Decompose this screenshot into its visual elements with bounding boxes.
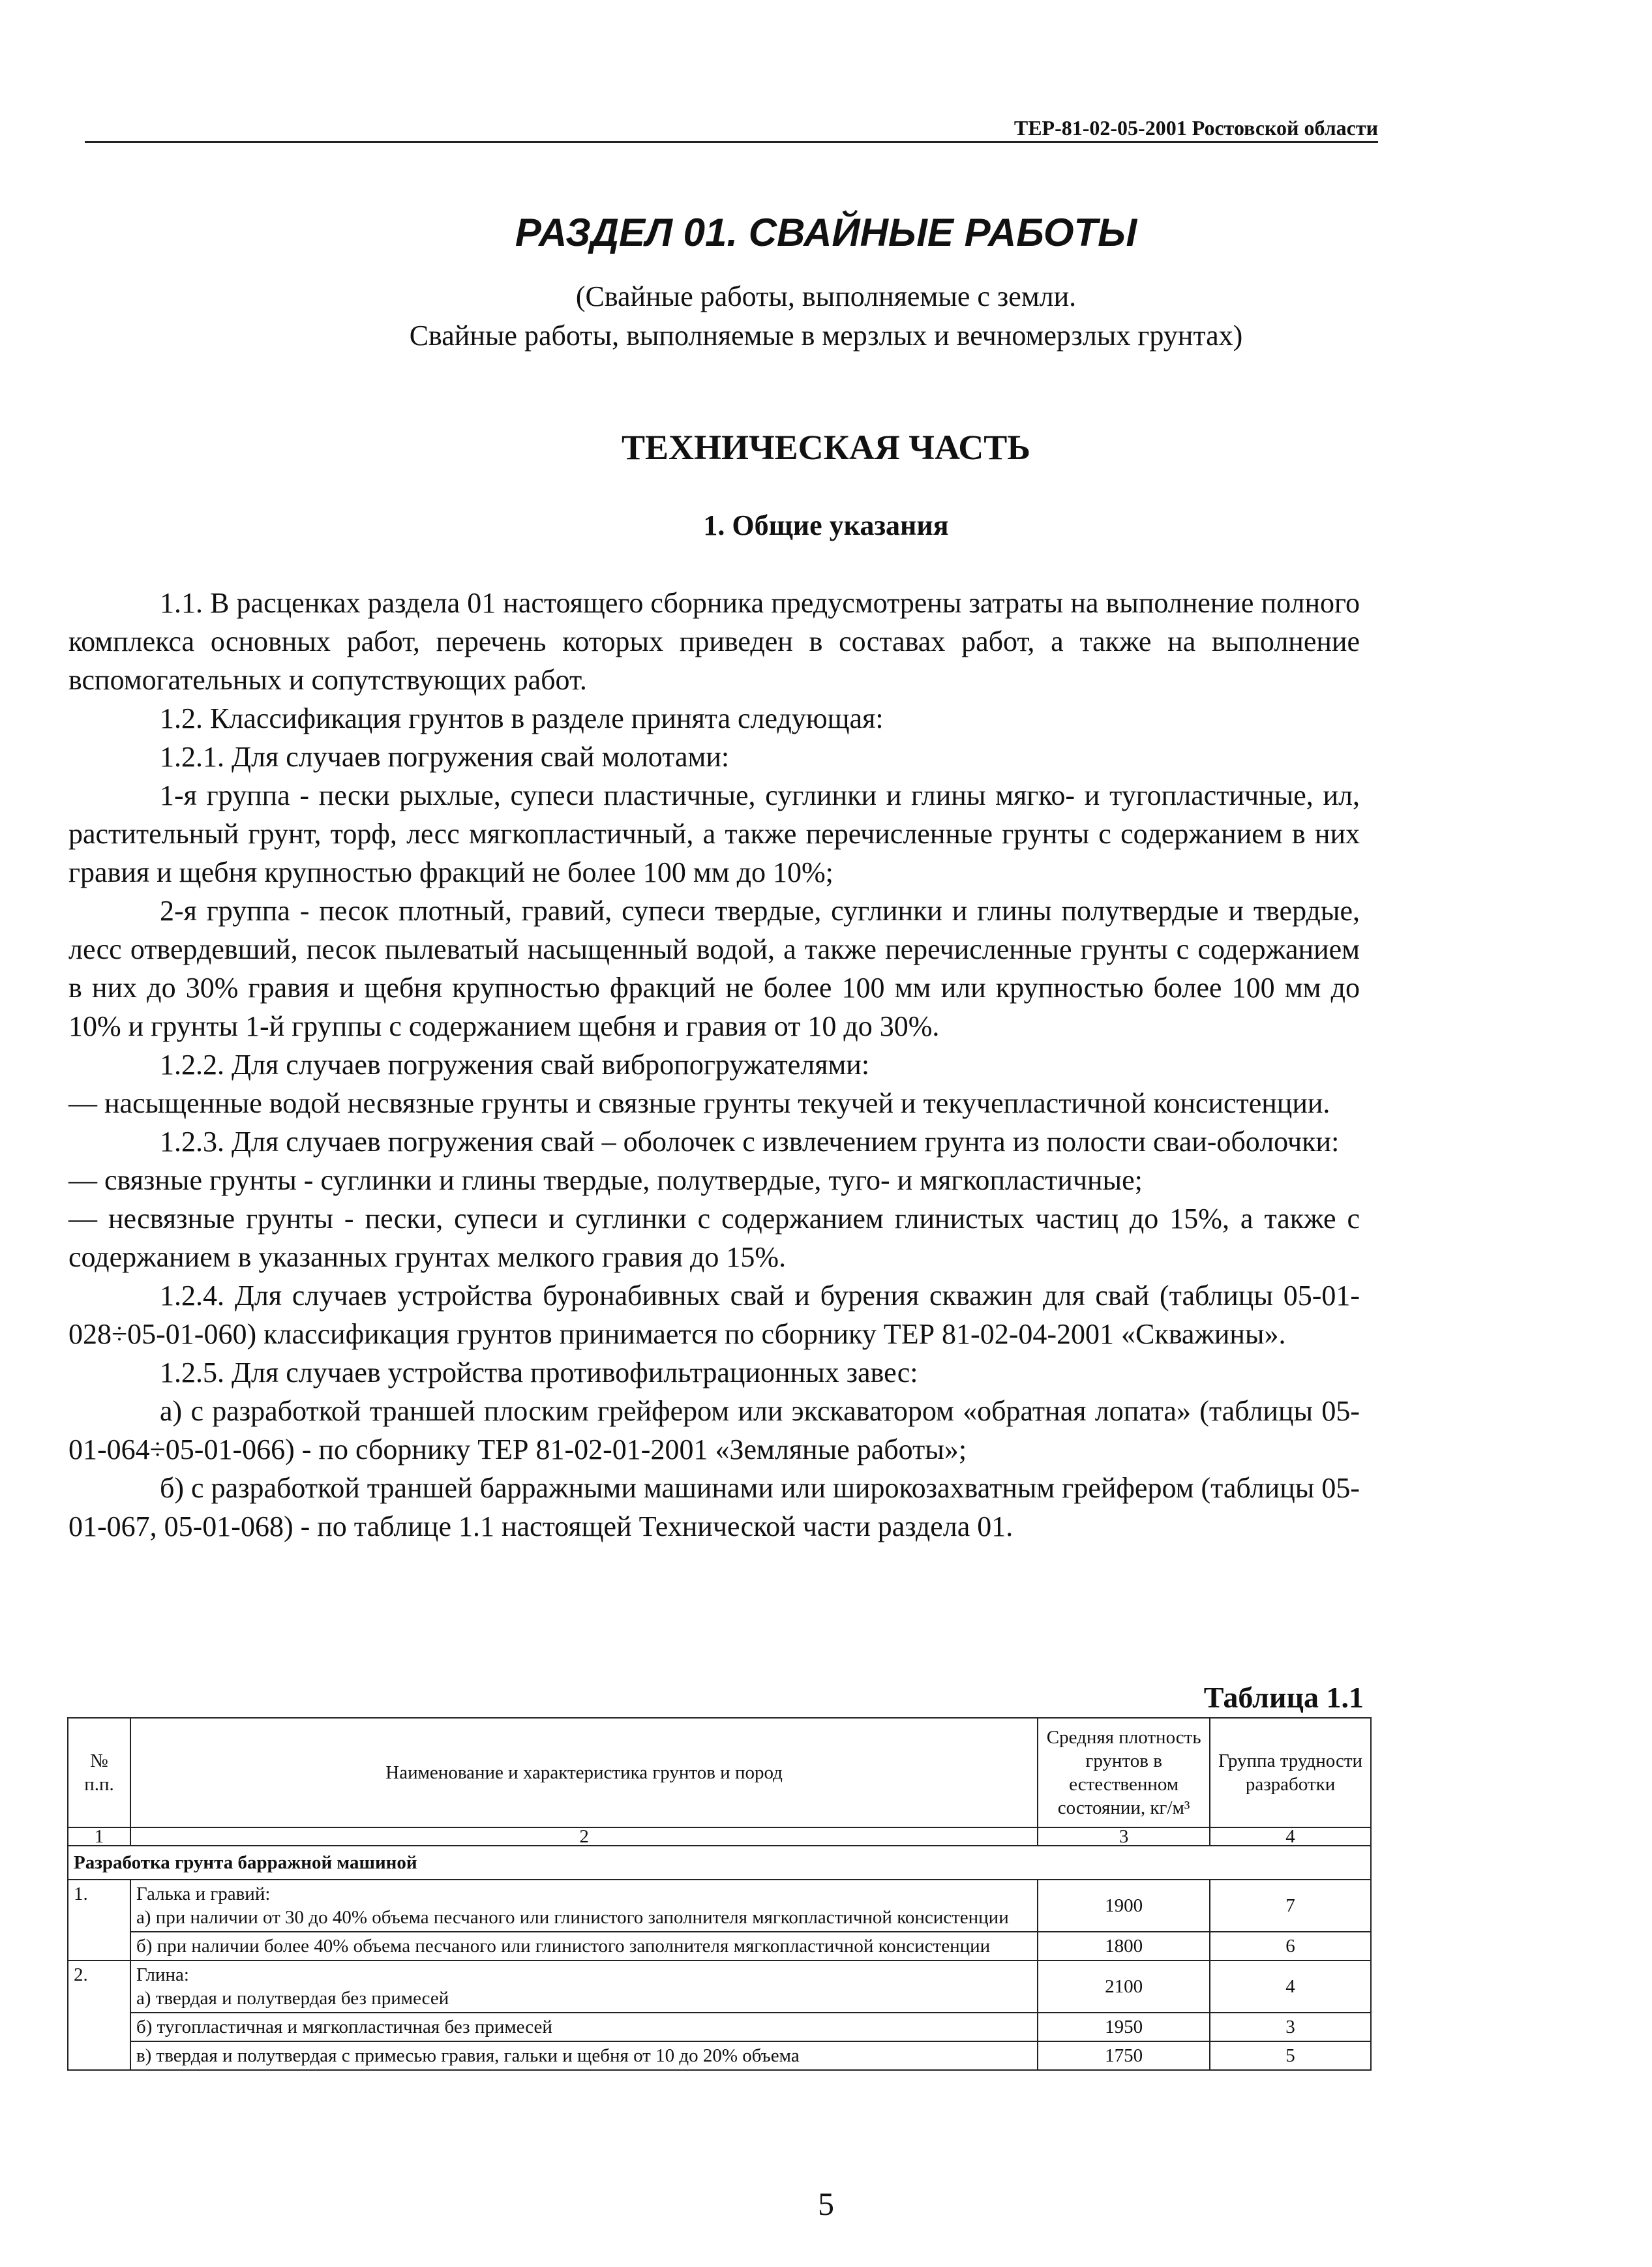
paragraph: — несвязные грунты - пески, супеси и суглинки с содержанием глинистых частиц до 15%, а также с содержанием в указанных грунтах мелкого гравия до 15%.: [68, 1203, 1360, 1273]
section-subtitle-line-2: Свайные работы, выполняемые в мерзлых и вечномерзлых грунтах): [409, 320, 1243, 352]
row-description: б) при наличии более 40% объема песчаного или глинистого заполнителя мягкопластичной консистенции: [130, 1932, 1038, 1960]
heading-general-instructions: 1. Общие указания: [703, 509, 949, 541]
row-description: а) при наличии от 30 до 40% объема песчаного или глинистого заполнителя мягкопластичной консистенции: [136, 1907, 1009, 1928]
row-number: 2.: [68, 1960, 130, 2070]
table-row: [68, 2041, 1371, 2070]
paragraph: 2-я группа - песок плотный, гравий, супеси твердые, суглинки и глины полутвердые и твердые, лесс отвердевший, песок пылеватый насыщенный водой, а также перечисленные грунты с содержанием в них до 30% гравия и щебня крупностью фракций не более 100 мм или крупностью более 100 мм до 10% и грунты 1-й группы с содержанием щебня и гравия от 10 до 30%.: [68, 895, 1360, 1042]
density-cell: 1900: [1038, 1880, 1210, 1932]
row-subheading: Глина:: [136, 1964, 189, 1985]
density-cell: 2100: [1038, 1960, 1210, 2013]
part-title: ТЕХНИЧЕСКАЯ ЧАСТЬ: [622, 428, 1030, 467]
column-number-row: [68, 1827, 1371, 1846]
table-group-row: [68, 1846, 1371, 1880]
running-header: ТЕР-81-02-05-2001 Ростовской области: [85, 115, 1378, 143]
paragraph: 1-я группа - пески рыхлые, супеси пластичные, суглинки и глины мягко- и тугопластичные, ил, растительный грунт, торф, лесс мягкопластичный, а также перечисленные грунты с содержанием в них гравия и щебня крупностью фракций не более 100 мм до 10%;: [68, 779, 1360, 888]
column-number: 1: [68, 1827, 130, 1846]
paragraph: 1.2.4. Для случаев устройства буронабивных свай и бурения скважин для свай (таблицы 05-01-028÷05-01-060) классификация грунтов принимается по сборнику ТЕР 81-02-04-2001 «Скважины».: [68, 1280, 1360, 1350]
table-header-row: [68, 1718, 1371, 1827]
row-subheading: Галька и гравий:: [136, 1884, 271, 1904]
table-row: [68, 1960, 1371, 2013]
row-name: [130, 1880, 1038, 1932]
body-text: [68, 584, 1360, 1546]
row-description: б) тугопластичная и мягкопластичная без примесей: [130, 2013, 1038, 2041]
section-title: РАЗДЕЛ 01. СВАЙНЫЕ РАБОТЫ: [515, 211, 1137, 254]
row-number: 1.: [68, 1880, 130, 1960]
group-cell: 4: [1210, 1960, 1371, 2013]
section-subtitle-line-1: (Свайные работы, выполняемые с земли.: [575, 280, 1077, 312]
header-cell-density: Средняя плотность грунтов в естественном состоянии, кг/м³: [1038, 1718, 1210, 1827]
paragraph: 1.1. В расценках раздела 01 настоящего сборника предусмотрены затраты на выполнение полного комплекса основных работ, перечень которых приведен в составах работ, а также на выполнение вспомогательных и сопутствующих работ.: [68, 587, 1360, 696]
group-cell: 7: [1210, 1880, 1371, 1932]
row-name: [130, 1960, 1038, 2013]
header-cell-group: Группа трудности разработки: [1210, 1718, 1371, 1827]
column-number: 4: [1210, 1827, 1371, 1846]
table-row: [68, 1932, 1371, 1960]
paragraph: 1.2.5. Для случаев устройства противофильтрационных завес:: [160, 1357, 918, 1389]
group-label: Разработка грунта барражной машиной: [68, 1846, 1371, 1880]
header-cell-name: Наименование и характеристика грунтов и пород: [130, 1718, 1038, 1827]
table-caption: Таблица 1.1: [1203, 1681, 1364, 1714]
paragraph: б) с разработкой траншей барражными машинами или широкозахватным грейфером (таблицы 05-01-067, 05-01-068) - по таблице 1.1 настоящей Технической части раздела 01.: [68, 1472, 1360, 1542]
paragraph: 1.2. Классификация грунтов в разделе принята следующая:: [160, 702, 884, 734]
row-description: а) твердая и полутвердая без примесей: [136, 1988, 449, 2009]
density-cell: 1800: [1038, 1932, 1210, 1960]
soil-classification-table: [67, 1717, 1372, 2071]
paragraph: 1.2.3. Для случаев погружения свай – оболочек с извлечением грунта из полости сваи-оболочки:: [160, 1126, 1340, 1158]
column-number: 3: [1038, 1827, 1210, 1846]
group-cell: 3: [1210, 2013, 1371, 2041]
table-row: [68, 1880, 1371, 1932]
density-cell: 1750: [1038, 2041, 1210, 2070]
paragraph: 1.2.2. Для случаев погружения свай вибропогружателями:: [160, 1049, 870, 1081]
page-number: 5: [818, 2185, 834, 2222]
row-description: в) твердая и полутвердая с примесью гравия, гальки и щебня от 10 до 20% объема: [130, 2041, 1038, 2070]
paragraph: — насыщенные водой несвязные грунты и связные грунты текучей и текучепластичной консистенции.: [68, 1087, 1330, 1119]
table-row: [68, 2013, 1371, 2041]
group-cell: 6: [1210, 1932, 1371, 1960]
section-subtitle: [0, 277, 1652, 355]
paragraph: а) с разработкой траншей плоским грейфером или экскаватором «обратная лопата» (таблицы 05-01-064÷05-01-066) - по сборнику ТЕР 81-02-01-2001 «Земляные работы»;: [68, 1395, 1360, 1465]
column-number: 2: [130, 1827, 1038, 1846]
group-cell: 5: [1210, 2041, 1371, 2070]
density-cell: 1950: [1038, 2013, 1210, 2041]
paragraph: 1.2.1. Для случаев погружения свай молотами:: [160, 741, 730, 773]
header-cell-number: № п.п.: [68, 1718, 130, 1827]
paragraph: — связные грунты - суглинки и глины твердые, полутвердые, туго- и мягкопластичные;: [68, 1164, 1143, 1196]
